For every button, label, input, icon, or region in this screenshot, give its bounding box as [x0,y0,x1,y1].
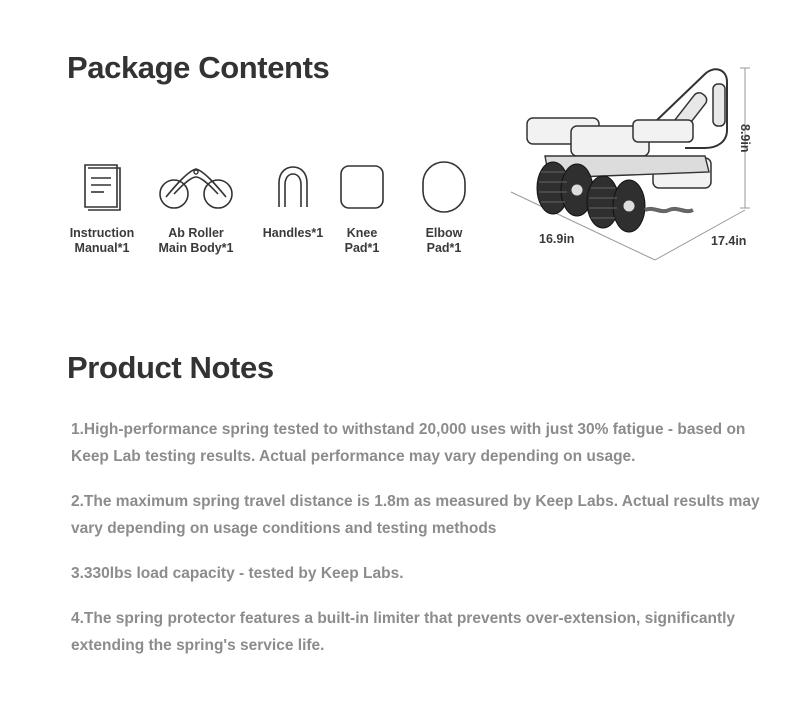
elbow-pad-icon [420,159,468,215]
length-dimension: 16.9in [539,232,575,246]
note-1: 1.High-performance spring tested to withstand 20,000 uses with just 30% fatigue - based on Keep Lab testing results. Actual performance may vary depending on usage. [71,421,746,465]
notes-list [71,416,771,677]
note-4: 4.The spring protector features a built-in limiter that prevents over-extension, significantly extending the spring's service life. [71,610,736,654]
product-notes-title: Product Notes [67,350,274,385]
knee-pad-icon [338,163,386,211]
height-dimension: 8.9in [738,124,752,153]
package-contents-title: Package Contents [67,50,330,85]
item-elbow-pad [389,158,499,256]
item-label: Handles*1 [262,226,324,240]
item-label: Elbow Pad*1 [425,226,463,255]
note-2: 2.The maximum spring travel distance is 1.8m as measured by Keep Labs. Actual results may vary depending on usage conditions and testing methods [71,493,760,537]
item-label: Ab Roller Main Body*1 [158,226,234,255]
item-ab-roller-main-body [141,158,251,256]
note-3: 3.330lbs load capacity - tested by Keep Labs. [71,565,404,582]
manual-icon [79,161,125,213]
ab-roller-icon [156,163,236,211]
item-label: Knee Pad*1 [344,226,380,255]
product-illustration [505,60,790,270]
width-dimension: 17.4in [711,234,747,248]
item-label: Instruction Manual*1 [69,226,135,255]
